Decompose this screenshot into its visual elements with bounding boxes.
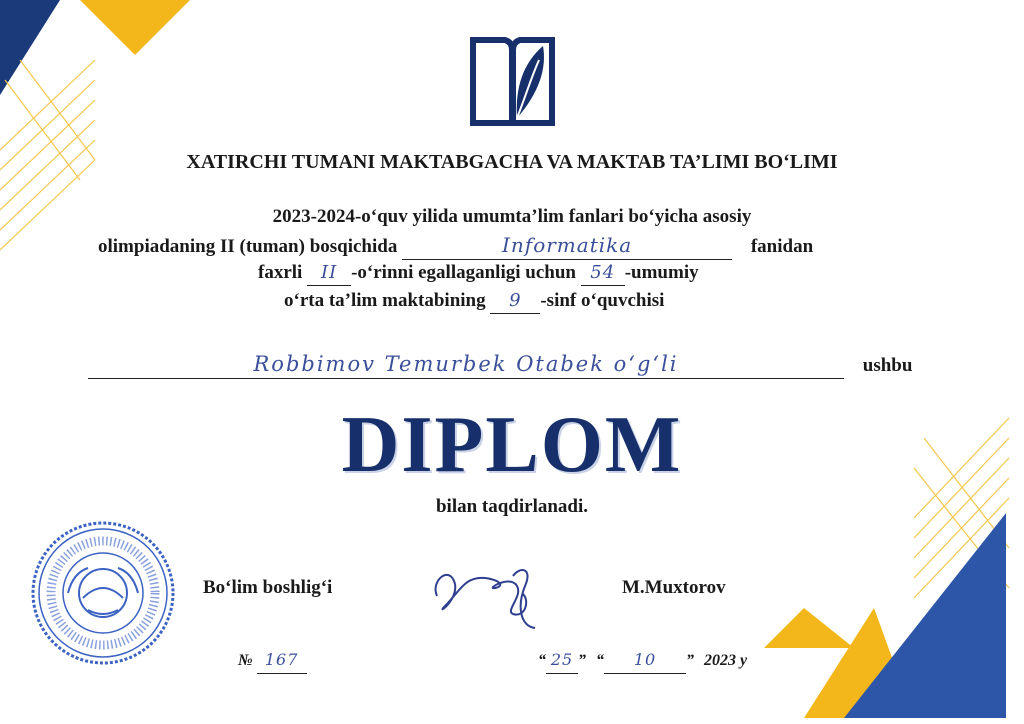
body-line-2: [98, 233, 813, 260]
grade-value: 9: [509, 290, 522, 311]
diploma-number: [238, 648, 307, 674]
body-line-1: [0, 205, 1024, 229]
grade-field: [490, 289, 540, 314]
school-suffix: -umumiy: [624, 262, 699, 283]
year-olympiad-text: 2023-2024-o‘quv yilida umumta’lim fanlari bo‘yicha asosiy: [272, 206, 752, 227]
school-value: 54: [590, 262, 616, 283]
handwritten-signature: [425, 556, 545, 636]
day-field: [546, 648, 578, 674]
place-field: [307, 261, 351, 286]
place-prefix: faxrli: [258, 262, 303, 283]
body-line-5: [88, 352, 912, 379]
grade-prefix: o‘rta ta’lim maktabining: [284, 290, 486, 311]
department-title: XATIRCHI TUMANI MAKTABGACHA VA MAKTAB TA’LIMI BO‘LIMI: [186, 151, 838, 173]
month-field: [604, 648, 686, 674]
body-line-3: [258, 261, 699, 286]
signature-role: Bo‘lim boshlig‘i: [203, 577, 333, 598]
stage-text: olimpiadaning II (tuman) bosqichida: [98, 236, 398, 257]
school-field: [581, 261, 625, 286]
signature-name: M.Muxtorov: [622, 577, 726, 598]
subject-value: Informatika: [502, 233, 633, 257]
student-name-field: [88, 352, 844, 379]
grade-suffix: -sinf o‘quvchisi: [540, 290, 665, 311]
place-value: II: [320, 262, 338, 283]
subject-suffix: fanidan: [750, 236, 814, 257]
number-prefix: №: [238, 652, 253, 669]
student-name-value: Robbimov Temurbek Otabek o‘g‘li: [253, 352, 679, 376]
issue-date: “ 25 ” “ 10 ” 2023 y: [538, 648, 747, 674]
number-field: [257, 648, 307, 674]
month-value: 10: [633, 650, 657, 669]
year-value: 2023 y: [704, 652, 748, 669]
number-value: 167: [264, 650, 299, 669]
place-mid: -o‘rinni egallaganligi uchun: [351, 262, 576, 283]
name-suffix: ushbu: [862, 355, 913, 376]
award-subtitle: bilan taqdirlanadi.: [435, 496, 589, 517]
official-round-seal: [28, 518, 178, 668]
book-leaf-icon: [465, 28, 560, 128]
diploma-title: DIPLOM: [341, 401, 683, 489]
body-line-4: [284, 289, 664, 314]
day-value: 25: [550, 650, 574, 669]
subject-field: [402, 233, 732, 260]
